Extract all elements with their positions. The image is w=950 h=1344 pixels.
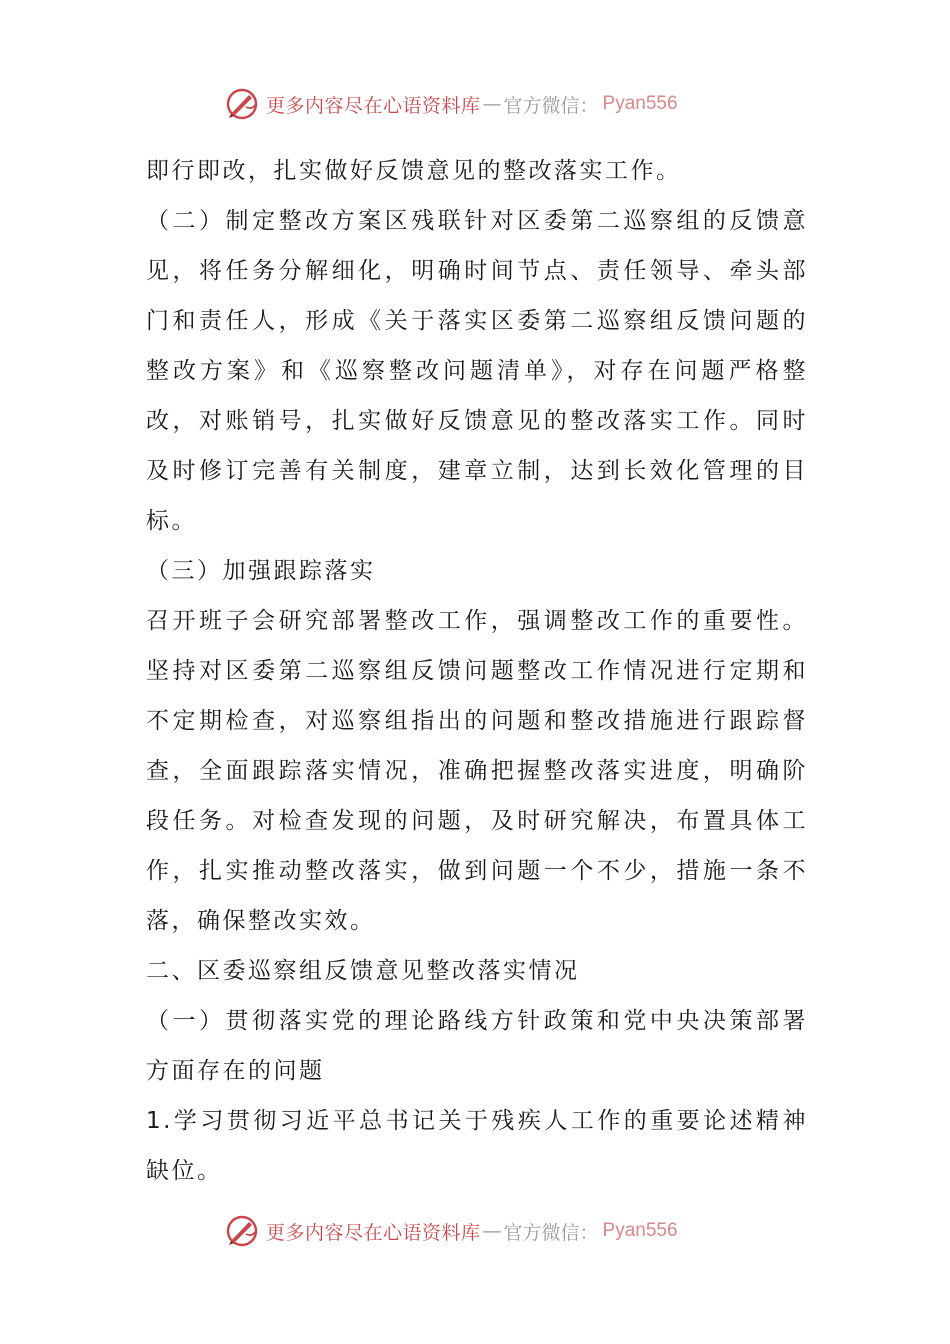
watermark-separator: — bbox=[482, 93, 502, 115]
header-watermark bbox=[224, 84, 744, 124]
footer-watermark bbox=[224, 1211, 744, 1251]
paragraph: （二）制定整改方案区残联针对区委第二巡察组的反馈意见，将任务分解细化，明确时间节点、责任领导、牵头部门和责任人，形成《关于落实区委第二巡察组反馈问题的整改方案》和《巡察整改问题清单》，对存在问题严格整改，对账销号，扎实做好反馈意见的整改落实工作。同时及时修订完善有关制度，建章立制，达到长效化管理的目标。 bbox=[146, 208, 808, 534]
watermark-wechat-handle: Pyan556 bbox=[602, 93, 678, 114]
watermark-wechat-label: 官方微信： bbox=[503, 94, 599, 117]
subsection-heading: （一）贯彻落实党的理论路线方针政策和党中央决策部署方面存在的问题 bbox=[146, 1008, 808, 1084]
pen-logo-icon bbox=[224, 86, 260, 122]
watermark-site-text: 更多内容尽在心语资料库 bbox=[266, 1221, 481, 1244]
watermark-wechat-label: 官方微信： bbox=[503, 1221, 599, 1244]
paragraph: 即行即改，扎实做好反馈意见的整改落实工作。 bbox=[146, 158, 682, 184]
pen-logo-icon bbox=[224, 1213, 260, 1249]
section-heading: 二、区委巡察组反馈意见整改落实情况 bbox=[146, 958, 580, 984]
paragraph: 召开班子会研究部署整改工作，强调整改工作的重要性。坚持对区委第二巡察组反馈问题整改工作情况进行定期和不定期检查，对巡察组指出的问题和整改措施进行跟踪督查，全面跟踪落实情况，准确把握整改落实进度，明确阶段任务。对检查发现的问题，及时研究解决，布置具体工作，扎实推动整改落实，做到问题一个不少，措施一条不落，确保整改实效。 bbox=[146, 608, 808, 934]
watermark-separator: — bbox=[482, 1220, 502, 1242]
numbered-item: 1.学习贯彻习近平总书记关于残疾人工作的重要论述精神缺位。 bbox=[146, 1108, 808, 1184]
section-heading: （三）加强跟踪落实 bbox=[146, 558, 376, 584]
document-body bbox=[146, 146, 808, 1196]
watermark-site-text: 更多内容尽在心语资料库 bbox=[266, 94, 481, 117]
watermark-wechat-handle: Pyan556 bbox=[602, 1220, 678, 1241]
